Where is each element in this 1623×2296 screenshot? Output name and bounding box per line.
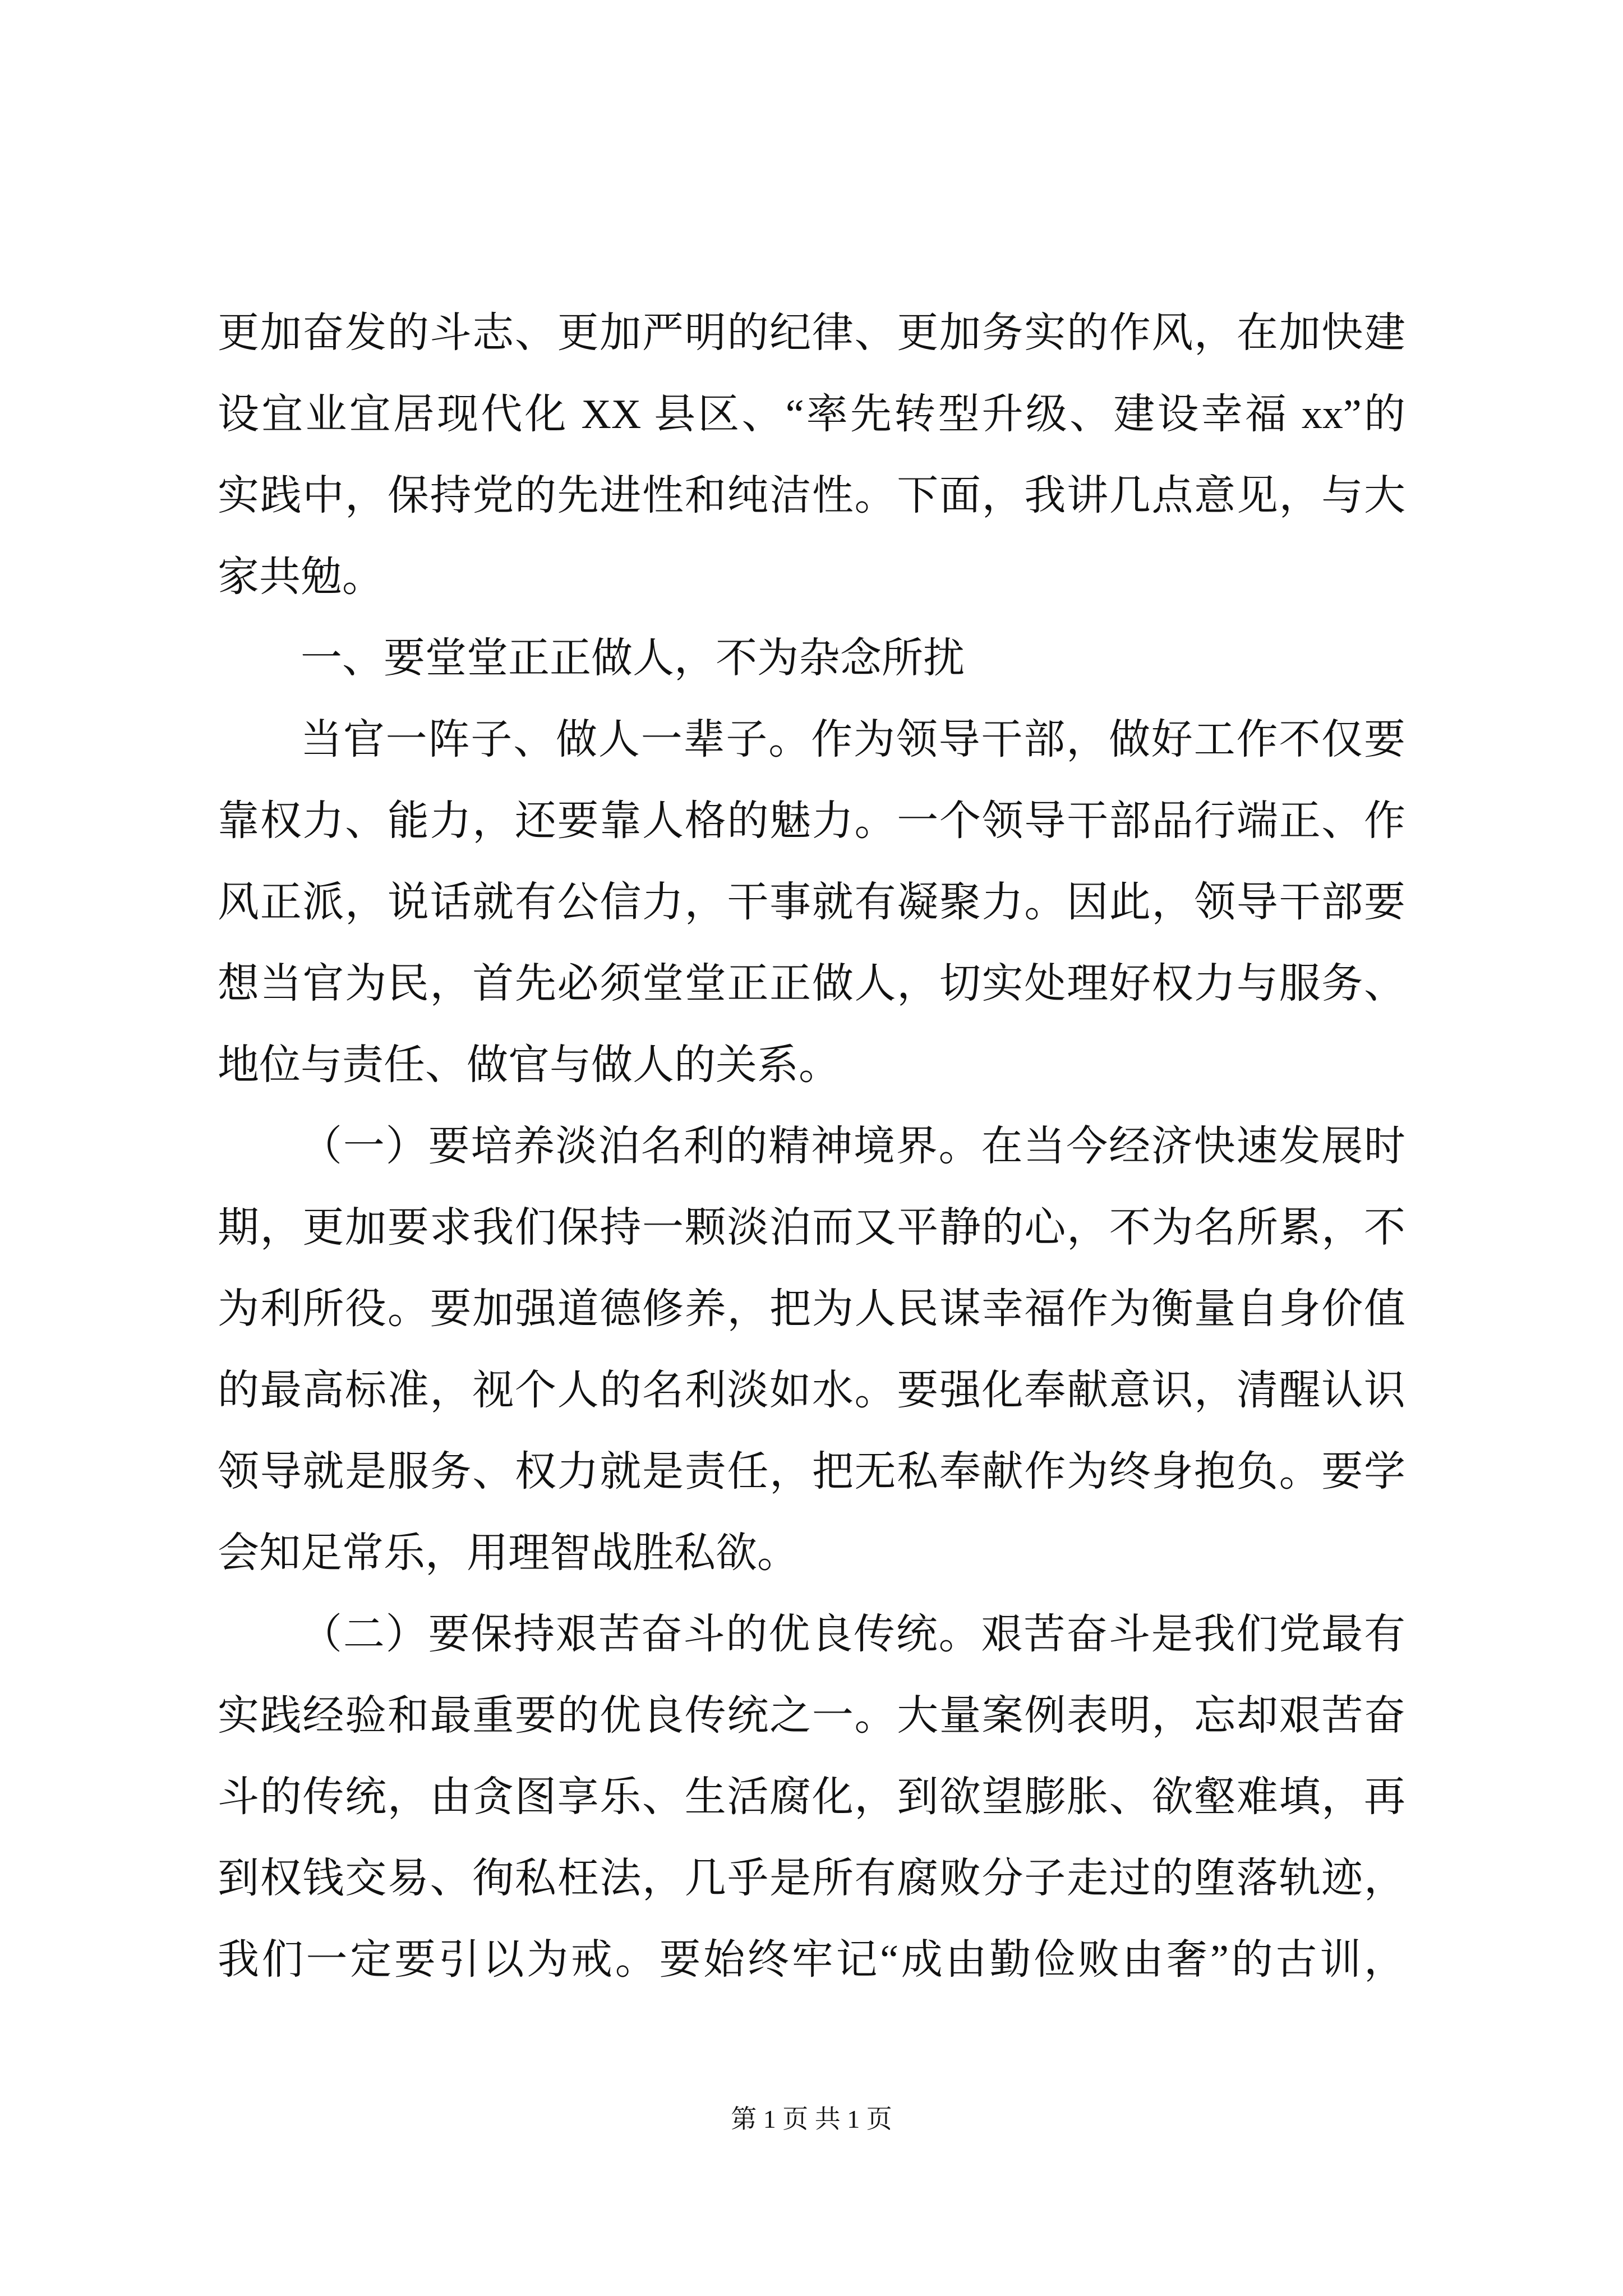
text-line: 更加奋发的斗志、更加严明的纪律、更加务实的作风，在加快建 — [218, 310, 1405, 356]
paragraph — [218, 1594, 1405, 2001]
text-line: 的最高标准，视个人的名利淡如水。要强化奉献意识，清醒认识 — [218, 1368, 1405, 1414]
text-line: 为利所役。要加强道德修养，把为人民谋幸福作为衡量自身价值 — [218, 1286, 1405, 1332]
text-line: 当官一阵子、做人一辈子。作为领导干部，做好工作不仅要 — [301, 717, 1405, 763]
text-line: 领导就是服务、权力就是责任，把无私奉献作为终身抱负。要学 — [218, 1449, 1405, 1495]
text-line: 会知足常乐，用理智战胜私欲。 — [218, 1530, 799, 1576]
text-line: 斗的传统，由贪图享乐、生活腐化，到欲望膨胀、欲壑难填，再 — [218, 1774, 1405, 1820]
section-heading-text: 一、要堂堂正正做人，不为杂念所扰 — [301, 636, 965, 682]
text-line: 设宜业宜居现代化 XX 县区、“率先转型升级、建设幸福 xx”的 — [218, 392, 1405, 438]
text-line: 实践中，保持党的先进性和纯洁性。下面，我讲几点意见，与大 — [218, 473, 1405, 519]
text-line: 到权钱交易、徇私枉法，几乎是所有腐败分子走过的堕落轨迹， — [218, 1856, 1405, 1902]
text-line: 家共勉。 — [218, 554, 384, 600]
text-line: 想当官为民，首先必须堂堂正正做人，切实处理好权力与服务、 — [218, 961, 1405, 1007]
paragraph — [218, 293, 1405, 618]
page-footer: 第 1 页 共 1 页 — [731, 2105, 892, 2133]
section-heading — [218, 618, 1405, 700]
text-line: 靠权力、能力，还要靠人格的魅力。一个领导干部品行端正、作 — [218, 798, 1405, 844]
paragraph — [218, 700, 1405, 1106]
document-body — [218, 293, 1405, 2001]
text-line: 地位与责任、做官与做人的关系。 — [218, 1042, 840, 1088]
paragraph — [218, 1106, 1405, 1594]
text-line: 期，更加要求我们保持一颗淡泊而又平静的心，不为名所累，不 — [218, 1205, 1405, 1251]
text-line: （一）要培养淡泊名利的精神境界。在当今经济快速发展时 — [301, 1124, 1405, 1170]
text-line: 我们一定要引以为戒。要始终牢记“成由勤俭败由奢”的古训， — [218, 1937, 1405, 1983]
text-line: 实践经验和最重要的优良传统之一。大量案例表明，忘却艰苦奋 — [218, 1693, 1405, 1739]
text-line: （二）要保持艰苦奋斗的优良传统。艰苦奋斗是我们党最有 — [301, 1612, 1405, 1658]
text-line: 风正派，说话就有公信力，干事就有凝聚力。因此，领导干部要 — [218, 880, 1405, 926]
